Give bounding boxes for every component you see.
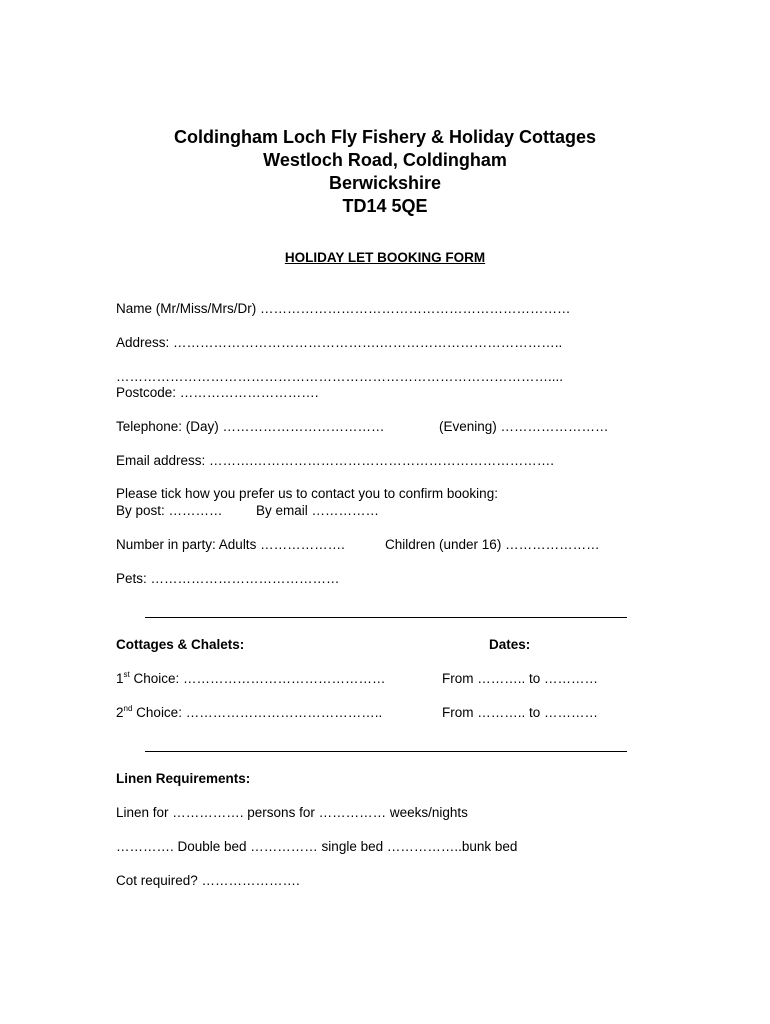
pets-field[interactable]: Pets: ……………………………………: [116, 571, 340, 586]
first-choice-suffix: st: [123, 670, 130, 679]
second-choice-field[interactable]: [116, 704, 382, 721]
business-postcode: TD14 5QE: [342, 196, 428, 216]
first-choice-number: 1: [116, 671, 124, 686]
second-choice-label: Choice: ……………………………………..: [132, 705, 383, 720]
dates-heading: Dates:: [489, 637, 531, 652]
contact-by-post-field[interactable]: By post: …………: [116, 503, 223, 518]
first-choice-field[interactable]: [116, 670, 386, 687]
address-continuation-field[interactable]: ……………………………………………………………………………………....: [116, 369, 564, 384]
telephone-evening-field[interactable]: (Evening) ……………………: [439, 419, 609, 434]
adults-field[interactable]: Number in party: Adults ……………….: [116, 537, 345, 552]
second-choice-number: 2: [116, 705, 124, 720]
second-choice-suffix: nd: [123, 704, 133, 713]
postcode-field[interactable]: Postcode: ………………………….: [116, 385, 319, 400]
business-county: Berwickshire: [328, 173, 442, 193]
business-header: [0, 126, 770, 218]
contact-by-email-field[interactable]: By email ……………: [256, 503, 380, 518]
first-choice-dates-field[interactable]: From ……….. to …………: [442, 671, 599, 686]
children-field[interactable]: Children (under 16) …………………: [385, 537, 600, 552]
address-field[interactable]: Address: ……………………………………….…………………………………..: [116, 335, 563, 350]
name-field[interactable]: Name (Mr/Miss/Mrs/Dr) ……………………………………………………………: [116, 301, 571, 316]
second-choice-dates-field[interactable]: From ……….. to …………: [442, 705, 599, 720]
linen-for-field[interactable]: Linen for ……………. persons for …………… weeks/nights: [116, 805, 468, 820]
cot-required-field[interactable]: Cot required? ………………….: [116, 873, 300, 888]
first-choice-label: Choice: ………………………………………: [129, 671, 386, 686]
linen-heading: Linen Requirements:: [116, 771, 251, 786]
form-title: HOLIDAY LET BOOKING FORM: [284, 250, 486, 265]
email-field[interactable]: Email address: ……….………………………………………………………….: [116, 453, 555, 468]
telephone-day-field[interactable]: Telephone: (Day) ………………………………: [116, 419, 385, 434]
section-divider: [145, 617, 627, 618]
business-name: Coldingham Loch Fly Fishery & Holiday Cottages: [173, 127, 597, 147]
beds-field[interactable]: …………. Double bed …………… single bed ……………..bunk bed: [116, 839, 518, 854]
business-street: Westloch Road, Coldingham: [263, 150, 507, 170]
cottages-heading: Cottages & Chalets:: [116, 637, 245, 652]
contact-preference-question: Please tick how you prefer us to contact you to confirm booking:: [116, 486, 498, 501]
section-divider: [145, 751, 627, 752]
